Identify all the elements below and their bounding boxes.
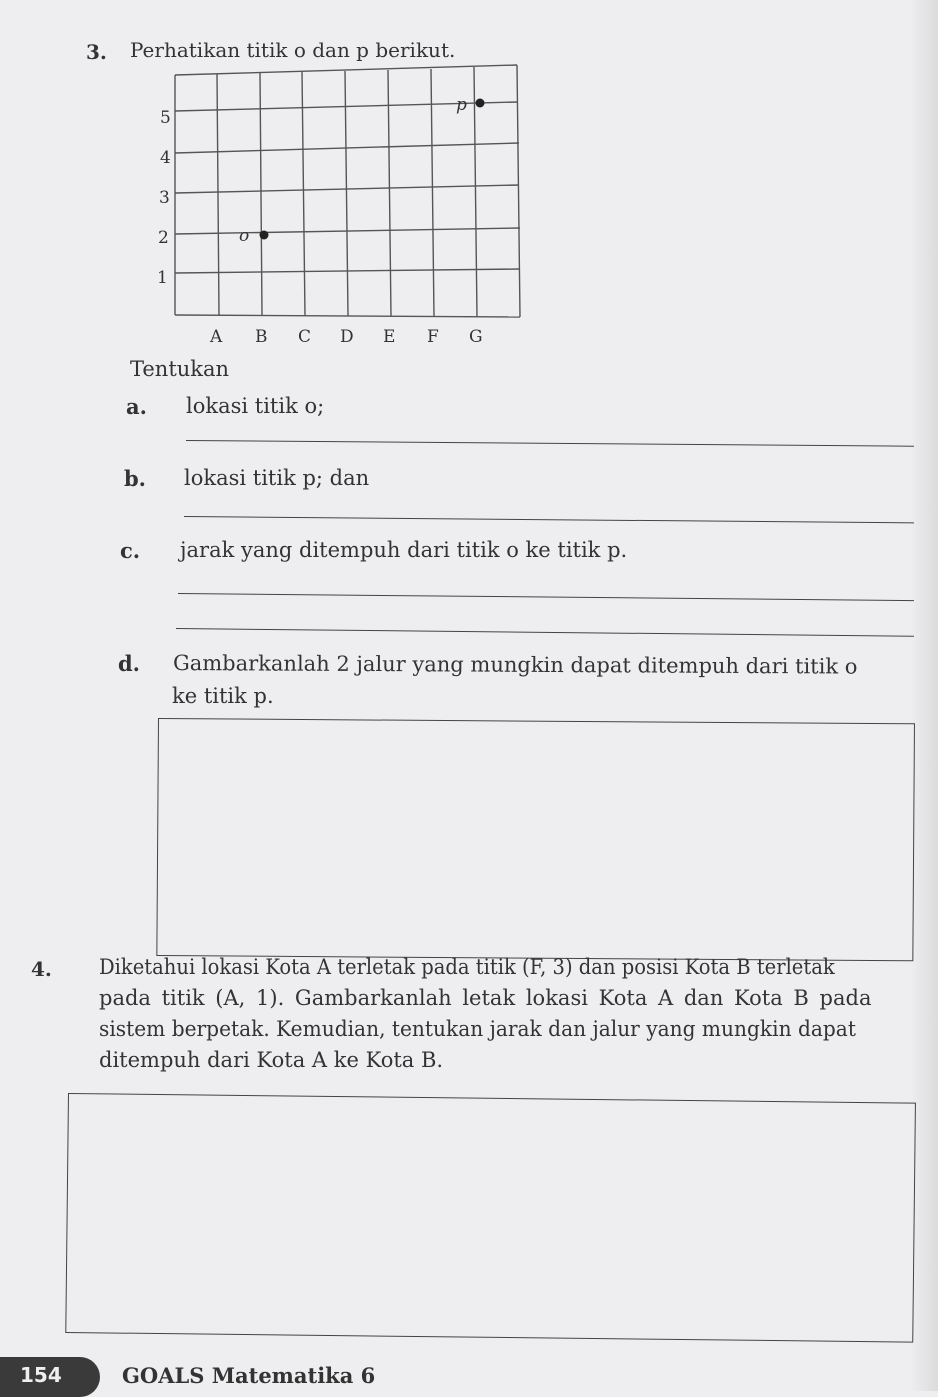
question-3-number: 3. bbox=[86, 40, 107, 64]
point-o-label: o bbox=[239, 226, 250, 246]
coordinate-grid bbox=[0, 0, 938, 360]
part-c-letter: c. bbox=[120, 538, 141, 563]
x-label-d: D bbox=[340, 327, 354, 347]
x-label-b: B bbox=[255, 327, 268, 347]
x-label-c: C bbox=[298, 327, 312, 347]
part-a-text: lokasi titik o; bbox=[186, 394, 325, 418]
question-4-line-2: pada titik (A, 1). Gambarkanlah letak lokasi Kota A dan Kota B pada bbox=[99, 986, 872, 1010]
y-label-5: 5 bbox=[160, 108, 171, 128]
y-label-1: 1 bbox=[157, 268, 168, 288]
part-c-answer-line-2[interactable] bbox=[176, 628, 914, 637]
page-number-badge: 154 bbox=[0, 1357, 100, 1397]
x-label-e: E bbox=[383, 327, 396, 347]
point-o-marker bbox=[260, 231, 269, 240]
part-d-text-line-2: ke titik p. bbox=[172, 684, 274, 708]
question-4-number: 4. bbox=[31, 957, 52, 981]
part-b-letter: b. bbox=[124, 466, 146, 491]
y-label-4: 4 bbox=[160, 148, 171, 168]
part-b-answer-line[interactable] bbox=[184, 516, 914, 523]
question-4-line-1: Diketahui lokasi Kota A terletak pada titik (F, 3) dan posisi Kota B terletak bbox=[99, 955, 835, 979]
instruction-text: Tentukan bbox=[130, 357, 230, 381]
question-3-prompt: Perhatikan titik o dan p berikut. bbox=[130, 38, 456, 62]
question-4-text bbox=[99, 952, 931, 1076]
part-d-text-line-1: Gambarkanlah 2 jalur yang mungkin dapat ditempuh dari titik o bbox=[172, 651, 858, 679]
part-c-text: jarak yang ditempuh dari titik o ke titik p. bbox=[180, 538, 628, 562]
part-c-answer-line-1[interactable] bbox=[178, 593, 914, 601]
part-a-letter: a. bbox=[126, 394, 147, 419]
part-d-drawing-box[interactable] bbox=[156, 718, 915, 961]
x-label-a: A bbox=[210, 327, 223, 347]
point-p-label: p bbox=[456, 95, 467, 115]
book-title: GOALS Matematika 6 bbox=[122, 1363, 376, 1388]
x-label-g: G bbox=[469, 327, 483, 347]
part-b-text: lokasi titik p; dan bbox=[184, 466, 370, 490]
question-4-line-3: sistem berpetak. Kemudian, tentukan jarak dan jalur yang mungkin dapat bbox=[99, 1017, 856, 1041]
question-4-drawing-box[interactable] bbox=[65, 1093, 916, 1343]
part-a-answer-line[interactable] bbox=[186, 440, 914, 447]
y-label-2: 2 bbox=[158, 228, 169, 248]
point-p-marker bbox=[476, 99, 485, 108]
y-label-3: 3 bbox=[159, 188, 170, 208]
question-4-line-4: ditempuh dari Kota A ke Kota B. bbox=[99, 1048, 444, 1072]
part-d-letter: d. bbox=[118, 651, 140, 676]
x-label-f: F bbox=[427, 327, 439, 347]
